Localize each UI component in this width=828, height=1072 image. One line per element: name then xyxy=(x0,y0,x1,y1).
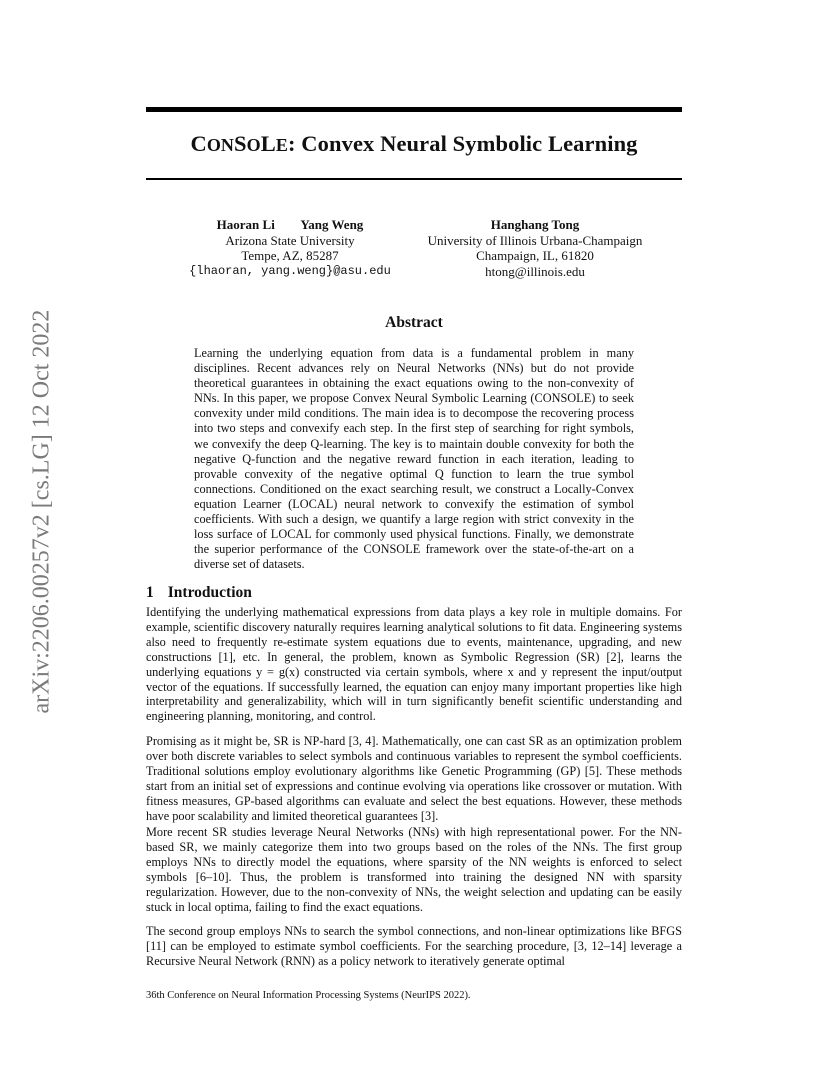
intro-paragraph-3: More recent SR studies leverage Neural Networks (NNs) with high representational power. For the NN-based SR, we mainly categorize them into two groups based on the roles of the NNs. The first group employs NNs to directly model the equations, where sparsity of the NN weights is enforced to select symbols [6–10]. Thus, the problem is transformed into training the designed NN with sparsity regularization. However, due to the non-convexity of NNs, the weight selection and updating can be easily stuck in local optima, failing to find the exact equations. xyxy=(146,825,682,914)
right-author-block xyxy=(410,217,660,279)
section-heading xyxy=(146,584,252,602)
title-top-rule xyxy=(146,107,682,112)
title-c: C xyxy=(190,131,207,156)
title-bottom-rule xyxy=(146,178,682,180)
intro-paragraph-1: Identifying the underlying mathematical expressions from data plays a key role in multiple domains. For example, scientific discovery naturally requires learning analytical solutions to fit data. Engineering systems also need to frequently re-estimate system equations due to events, maintenance, upgrading, and new constructions [1], etc. In general, the problem, known as Symbolic Regression (SR) [2], learns the underlying equations y = g(x) constructed via certain symbols, where x and y represent the input/output vector of the equations. If successfully learned, the equation can enjoy many important properties like high interpretability and generalizability, which will in turn significantly benefit scientific understanding and engineering planning, monitoring, and control. xyxy=(146,605,682,724)
affiliation-left: Arizona State University xyxy=(225,232,355,248)
section-title: Introduction xyxy=(167,584,252,601)
abstract-body: Learning the underlying equation from data is a fundamental problem in many disciplines. Recent advances rely on Neural Networks (NNs) but do not provide theoretical guarantees in obtaining the exact equations owing to the non-convexity of NNs. In this paper, we propose Convex Neural Symbolic Learning (CONSOLE) to seek convexity under mild conditions. The main idea is to decompose the recovering process into two steps and convexify each step. In the first step of searching for right symbols, we convexify the deep Q-learning. The key is to maintain double convexity for both the negative Q-function and the negative reward function in each iteration, leading to provable convexity of the negative optimal Q function to learn the true symbol connections. Conditioned on the exact searching result, we construct a Locally-Convex equation Learner (LOCAL) neural network to convexify the estimation of symbol coefficients. With such a design, we quantify a large region with strict convexity in the loss surface of LOCAL for commonly used physical functions. Finally, we demonstrate the superior performance of the CONSOLE framework over the state-of-the-art on a diverse set of datasets. xyxy=(194,346,634,572)
title-on: ON xyxy=(206,135,235,155)
title-s: S xyxy=(234,131,247,156)
author-names-left: Haoran Li Yang Weng xyxy=(216,217,364,232)
abstract-heading: Abstract xyxy=(385,314,443,331)
title-o: O xyxy=(246,135,261,155)
address-left: Tempe, AZ, 85287 xyxy=(241,248,339,263)
title-e: E xyxy=(275,135,288,155)
paper-title xyxy=(146,131,682,157)
title-l: L xyxy=(260,131,276,156)
conference-footnote: 36th Conference on Neural Information Processing Systems (NeurIPS 2022). xyxy=(146,990,471,1001)
left-author-block xyxy=(150,217,430,279)
email-left: {lhaoran, yang.weng}@asu.edu xyxy=(189,263,391,278)
author-names-right: Hanghang Tong xyxy=(490,217,580,232)
arxiv-identifier: arXiv:2206.00257v2 [cs.LG] 12 Oct 2022 xyxy=(28,309,55,714)
email-right: htong@illinois.edu xyxy=(485,263,585,279)
intro-paragraph-2: Promising as it might be, SR is NP-hard [3, 4]. Mathematically, one can cast SR as an optimization problem over both discrete variables to select symbols and continuous variables to represent the symbol coefficients. Traditional solutions employ evolutionary algorithms like Genetic Programming (GP) [5]. These methods start from an initial set of expressions and continue evolving via operations like crossover or mutation. With fitness measures, GP-based algorithms can evaluate and select the best equations. However, these methods have poor scalability and limited theoretical guarantees [3]. xyxy=(146,734,682,823)
title-rest: : Convex Neural Symbolic Learning xyxy=(287,131,638,156)
affiliation-right: University of Illinois Urbana-Champaign xyxy=(427,232,643,248)
intro-paragraph-4: The second group employs NNs to search the symbol connections, and non-linear optimizations like BFGS [11] can be employed to estimate symbol coefficients. For the searching procedure, [3, 12–14] leverage a Recursive Neural Network (RNN) as a policy network to iteratively generate optimal xyxy=(146,924,682,968)
address-right: Champaign, IL, 61820 xyxy=(476,248,594,263)
section-number: 1 xyxy=(146,584,154,601)
